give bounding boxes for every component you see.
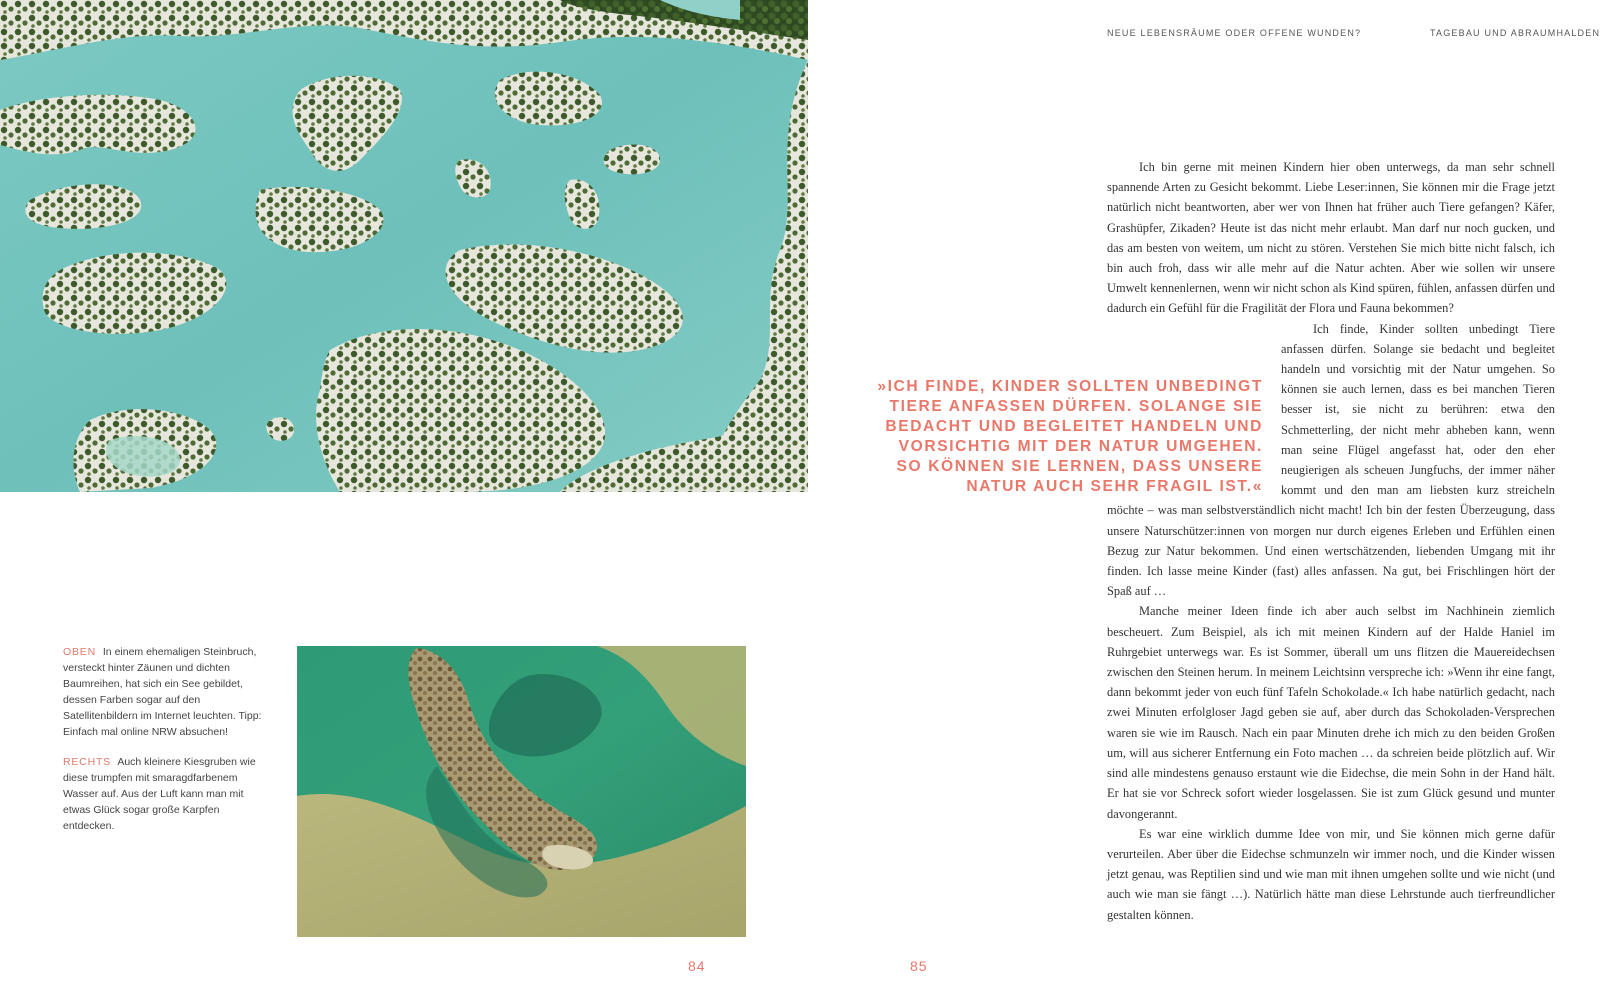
caption-top	[63, 644, 273, 740]
page-number-right: 85	[910, 958, 928, 974]
caption-top-text: In einem ehemaligen Steinbruch, versteckt hinter Zäunen und dichten Baumreihen, hat sich ein See gebildet, dessen Farben sogar auf den Satellitenbildern im Internet leuchten. Tipp: Einfach mal online NRW absuchen!	[63, 646, 262, 738]
pull-quote-spacer	[1107, 319, 1281, 482]
caption-top-keyword: OBEN	[63, 646, 96, 658]
body-text	[1107, 157, 1555, 925]
body-paragraph: Es war eine wirklich dumme Idee von mir, und Sie können mich gerne dafür verurteilen. Aber über die Eidechse schmunzeln wir immer noch, und die Kinder wissen jetzt genau, was Reptilien sind und wie man mit ihnen umgehen sollte und wie nicht (und auch wie man sie fängt …). Natürlich hätte man diese Lehrstunde auch tierfreundlicher gestalten können.	[1107, 826, 1555, 922]
caption-right-text: Auch kleinere Kiesgruben wie diese trumpfen mit smaragdfarbenem Wasser auf. Aus der Luft kann man mit etwas Glück sogar große Karpfen entdecken.	[63, 756, 256, 832]
running-head-section: NEUE LEBENSRÄUME ODER OFFENE WUNDEN?	[1107, 28, 1362, 38]
aerial-photo-gravel-pit	[297, 646, 746, 937]
caption-right-keyword: RECHTS	[63, 756, 111, 768]
aerial-lake-illustration	[0, 0, 808, 492]
running-head-chapter: TAGEBAU UND ABRAUMHALDEN	[1430, 28, 1601, 38]
caption-right	[63, 754, 273, 834]
pull-quote: »ICH FINDE, KINDER SOLLTEN UNBEDINGT TIERE ANFASSEN DÜRFEN. SOLANGE SIE BEDACHT UND BEGLEITET HANDELN UND VORSICHTIG MIT DER NATUR UMGEHEN. SO KÖNNEN SIE LERNEN, DASS UNSERE NATUR AUCH SEHR FRAGIL IST.«	[877, 378, 1263, 495]
aerial-photo-lake-islands	[0, 0, 808, 492]
gravel-pit-illustration	[297, 646, 746, 937]
photo-captions	[63, 644, 273, 848]
body-paragraph: Ich finde, Kinder sollten unbedingt Tiere anfassen dürfen. Solange sie bedacht und begleitet handeln und vorsichtig mit der Natur umgehen. So können sie auch lernen, dass es bei manchen Tieren besser ist, sie nicht zu berühren: etwa den Schmetterling, der nicht mehr abheben kann, wenn man seine Flügel angefasst hat, oder den eher neugierigen als scheuen Jungfuchs, der immer näher kommt und den man am liebsten kurz streicheln möchte – was man selbstverständlich nicht macht! Ich bin der festen Überzeugung, dass unsere Naturschützer:innen von morgen nur durch eigenes Erleben und Erfühlen einen Bezug zur Natur bekommen. Und einen wertschätzenden, liebenden Umgang mit ihr finden. Ich lasse meine Kinder (fast) alles anfassen. Na gut, bei Frischlingen hört der Spaß auf …	[1107, 321, 1555, 599]
body-paragraph: Manche meiner Ideen finde ich aber auch selbst im Nachhinein ziemlich bescheuert. Zum Beispiel, als ich mit meinen Kindern auf der Halde Haniel im Ruhrgebiet unterwegs war. Es ist Sommer, überall um uns flitzen die Mauereidechsen zwischen den Steinen herum. In meinem Leichtsinn verspreche ich: »Wenn ihr eine fangt, dann bekommt jeder von euch fünf Tafeln Schokolade.« Ich habe natürlich gedacht, nach zwei Minuten erfolgloser Jagd geben sie auf, aber durch das Schokoladen-Versprechen waren sie wie im Rausch. Nach ein paar Minuten drehe ich mich zu den beiden Großen um, will aus sicherer Entfernung ein Foto machen … da schreien beide plötzlich auf. Wir sind alle mindestens genauso erstaunt wie die Eidechse, die mein Sohn in der Hand hält. Er hat sie vor Schreck sofort wieder losgelassen. Sie ist zum Glück gesund und munter davongerannt.	[1107, 604, 1555, 821]
page-number-left: 84	[688, 958, 706, 974]
body-paragraph: Ich bin gerne mit meinen Kindern hier oben unterwegs, da man sehr schnell spannende Arten zu Gesicht bekommt. Liebe Leser:innen, Sie können mir die Frage jetzt natürlich nicht beantworten, aber wer von Ihnen hat früher auch Tiere gefangen? Käfer, Grashüpfer, Zikaden? Heute ist das nicht mehr erlaubt. Man darf nur noch gucken, und das am besten von weitem, um nicht zu stören. Verstehen Sie mich bitte nicht falsch, ich bin auch froh, dass wir alle mehr auf die Natur achten. Aber wie sollen wir unsere Umwelt kennenlernen, wenn wir nicht schon als Kind spüren, fühlen, anfassen dürfen und dadurch ein Gefühl für die Fragilität der Flora und Fauna bekommen?	[1107, 160, 1555, 316]
